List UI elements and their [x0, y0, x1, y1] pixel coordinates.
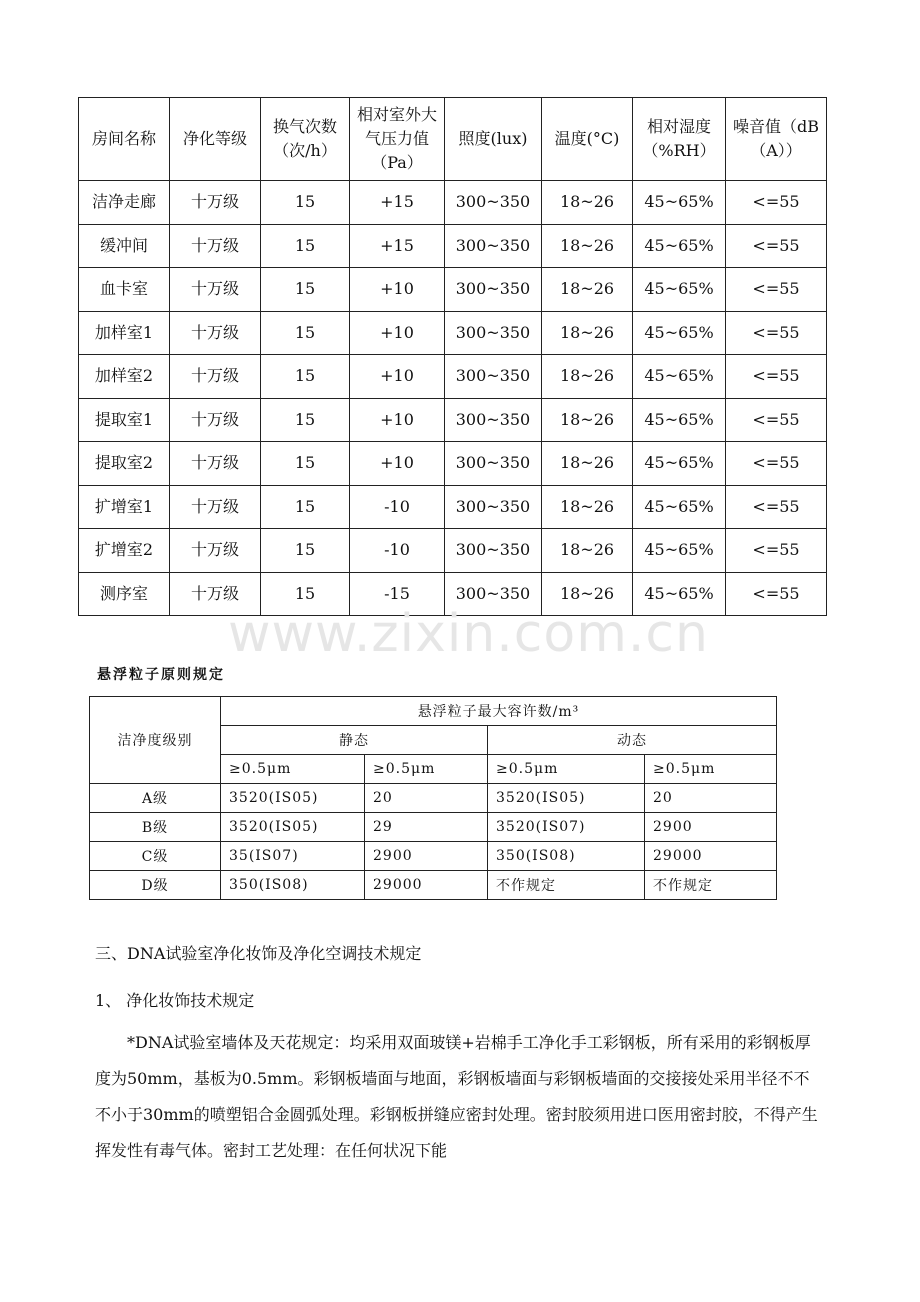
table-cell: 45~65% — [633, 355, 726, 399]
header-pressure: 相对室外大气压力值（Pa） — [350, 98, 445, 181]
table-cell: 十万级 — [170, 529, 261, 573]
table-row — [79, 311, 827, 355]
table-cell: 十万级 — [170, 268, 261, 312]
table-row — [79, 442, 827, 486]
particle-limit: 3520(IS05) — [488, 784, 645, 813]
table-cell: +15 — [350, 181, 445, 225]
table-cell: -15 — [350, 572, 445, 616]
table-cell: 缓冲间 — [79, 224, 170, 268]
table-cell: 加样室1 — [79, 311, 170, 355]
cleanliness-grade: B级 — [90, 813, 221, 842]
paragraph-text: *DNA试验室墙体及天花规定：均采用双面玻镁+岩棉手工净化手工彩钢板，所有采用的彩钢板厚度为50mm，基板为0.5mm。彩钢板墙面与地面，彩钢板墙面与彩钢板墙面的交接接处采用半径不不不小于30mm的喷塑铝合金圆弧处理。彩钢板拼缝应密封处理。密封胶须用进口医用密封胶，不得产生挥发性有毒气体。密封工艺处理：在任何状况下能 — [95, 1033, 818, 1160]
table-cell: 18~26 — [542, 398, 633, 442]
room-spec-table — [78, 97, 827, 616]
table-cell: +10 — [350, 311, 445, 355]
table-cell: 18~26 — [542, 224, 633, 268]
size-static-1: ≥0.5μm — [221, 755, 365, 784]
table-cell: 血卡室 — [79, 268, 170, 312]
header-room-name: 房间名称 — [79, 98, 170, 181]
section-heading-3: 三、DNA试验室净化妆饰及净化空调技术规定 — [95, 944, 422, 963]
table-cell: 加样室2 — [79, 355, 170, 399]
table-cell: 18~26 — [542, 529, 633, 573]
table-cell: 18~26 — [542, 355, 633, 399]
table-cell: 300~350 — [445, 572, 542, 616]
table-cell: 15 — [261, 572, 350, 616]
table-cell: 十万级 — [170, 224, 261, 268]
table-cell: 测序室 — [79, 572, 170, 616]
table-cell: +10 — [350, 398, 445, 442]
header-max-particles: 悬浮粒子最大容许数/m³ — [221, 697, 777, 726]
particle-limit: 29000 — [365, 871, 488, 900]
table-cell: 15 — [261, 181, 350, 225]
particle-limit: 2900 — [365, 842, 488, 871]
table-row — [79, 485, 827, 529]
table-row — [79, 181, 827, 225]
table-row — [79, 268, 827, 312]
table-cell: 洁净走廊 — [79, 181, 170, 225]
table-cell: 18~26 — [542, 485, 633, 529]
table-cell: 提取室2 — [79, 442, 170, 486]
table-cell: 45~65% — [633, 311, 726, 355]
table-cell: 45~65% — [633, 442, 726, 486]
particle-limit: 35(IS07) — [221, 842, 365, 871]
table-cell: <=55 — [726, 442, 827, 486]
table-cell: 300~350 — [445, 355, 542, 399]
table-cell: <=55 — [726, 224, 827, 268]
table-cell: 18~26 — [542, 181, 633, 225]
header-static: 静态 — [221, 726, 488, 755]
table-cell: 十万级 — [170, 355, 261, 399]
header-cleanliness-level: 洁净度级别 — [90, 697, 221, 784]
table-cell: 十万级 — [170, 181, 261, 225]
table-cell: 45~65% — [633, 224, 726, 268]
particle-limit: 3520(IS07) — [488, 813, 645, 842]
table-cell: 18~26 — [542, 311, 633, 355]
table-cell: 300~350 — [445, 224, 542, 268]
header-dynamic: 动态 — [488, 726, 777, 755]
table-row — [79, 398, 827, 442]
header-air-changes: 换气次数（次/h） — [261, 98, 350, 181]
table-cell: <=55 — [726, 268, 827, 312]
particle-header-row-1 — [90, 697, 777, 726]
table-cell: 15 — [261, 485, 350, 529]
table-row — [79, 355, 827, 399]
table-row — [79, 572, 827, 616]
header-humidity: 相对湿度（%RH） — [633, 98, 726, 181]
particle-limit: 29000 — [645, 842, 777, 871]
table-cell: 300~350 — [445, 529, 542, 573]
header-temperature: 温度(°C) — [542, 98, 633, 181]
particle-table-body — [90, 784, 777, 900]
table-cell: 45~65% — [633, 572, 726, 616]
table-cell: 300~350 — [445, 311, 542, 355]
table-cell: <=55 — [726, 398, 827, 442]
table-cell: 18~26 — [542, 442, 633, 486]
table-cell: 45~65% — [633, 485, 726, 529]
particle-limit: 350(IS08) — [221, 871, 365, 900]
table-cell: 18~26 — [542, 572, 633, 616]
table-cell: 300~350 — [445, 181, 542, 225]
size-dynamic-1: ≥0.5μm — [488, 755, 645, 784]
table-cell: <=55 — [726, 485, 827, 529]
particle-limit: 20 — [365, 784, 488, 813]
table-cell: <=55 — [726, 311, 827, 355]
particle-limit: 不作规定 — [645, 871, 777, 900]
cleanliness-grade: C级 — [90, 842, 221, 871]
particle-table — [89, 696, 777, 900]
table-cell: 15 — [261, 311, 350, 355]
cleanliness-grade: A级 — [90, 784, 221, 813]
watermark: www.zixin.com.cn — [228, 604, 709, 664]
table-cell: 18~26 — [542, 268, 633, 312]
table-cell: 提取室1 — [79, 398, 170, 442]
table-row — [79, 529, 827, 573]
table-cell: -10 — [350, 529, 445, 573]
particle-row — [90, 784, 777, 813]
particle-limit: 不作规定 — [488, 871, 645, 900]
table-cell: 十万级 — [170, 442, 261, 486]
table-cell: 300~350 — [445, 442, 542, 486]
header-noise: 噪音值（dB（A）） — [726, 98, 827, 181]
header-purification-level: 净化等级 — [170, 98, 261, 181]
table-cell: +10 — [350, 268, 445, 312]
body-paragraph — [95, 1025, 825, 1169]
table-cell: 十万级 — [170, 485, 261, 529]
size-static-2: ≥0.5μm — [365, 755, 488, 784]
table-cell: +10 — [350, 442, 445, 486]
table-cell: <=55 — [726, 181, 827, 225]
room-spec-table-body — [79, 181, 827, 616]
cleanliness-grade: D级 — [90, 871, 221, 900]
table-cell: 45~65% — [633, 398, 726, 442]
table-cell: 扩增室1 — [79, 485, 170, 529]
table-cell: 15 — [261, 529, 350, 573]
particle-limit: 3520(IS05) — [221, 784, 365, 813]
table-cell: <=55 — [726, 572, 827, 616]
table-cell: <=55 — [726, 355, 827, 399]
header-illuminance: 照度(lux) — [445, 98, 542, 181]
particle-row — [90, 813, 777, 842]
table-cell: -10 — [350, 485, 445, 529]
table-cell: 45~65% — [633, 181, 726, 225]
table-cell: 15 — [261, 224, 350, 268]
particle-row — [90, 871, 777, 900]
table-cell: 300~350 — [445, 485, 542, 529]
table-cell: 扩增室2 — [79, 529, 170, 573]
table-cell: 十万级 — [170, 398, 261, 442]
size-dynamic-2: ≥0.5μm — [645, 755, 777, 784]
table-cell: 300~350 — [445, 398, 542, 442]
subsection-heading-1: 1、 净化妆饰技术规定 — [95, 991, 255, 1010]
table-cell: 45~65% — [633, 268, 726, 312]
particle-limit: 3520(IS05) — [221, 813, 365, 842]
table-cell: 15 — [261, 355, 350, 399]
particle-limit: 29 — [365, 813, 488, 842]
table-cell: 300~350 — [445, 268, 542, 312]
table-cell: 45~65% — [633, 529, 726, 573]
table-cell: +15 — [350, 224, 445, 268]
table-header-row — [79, 98, 827, 181]
particle-limit: 2900 — [645, 813, 777, 842]
particle-row — [90, 842, 777, 871]
table-cell: 十万级 — [170, 311, 261, 355]
table-cell: <=55 — [726, 529, 827, 573]
table-cell: +10 — [350, 355, 445, 399]
table-row — [79, 224, 827, 268]
table-cell: 15 — [261, 442, 350, 486]
table-cell: 15 — [261, 398, 350, 442]
particle-limit: 350(IS08) — [488, 842, 645, 871]
particle-limit: 20 — [645, 784, 777, 813]
table-cell: 十万级 — [170, 572, 261, 616]
table-cell: 15 — [261, 268, 350, 312]
particle-table-title: 悬浮粒子原则规定 — [97, 667, 225, 683]
